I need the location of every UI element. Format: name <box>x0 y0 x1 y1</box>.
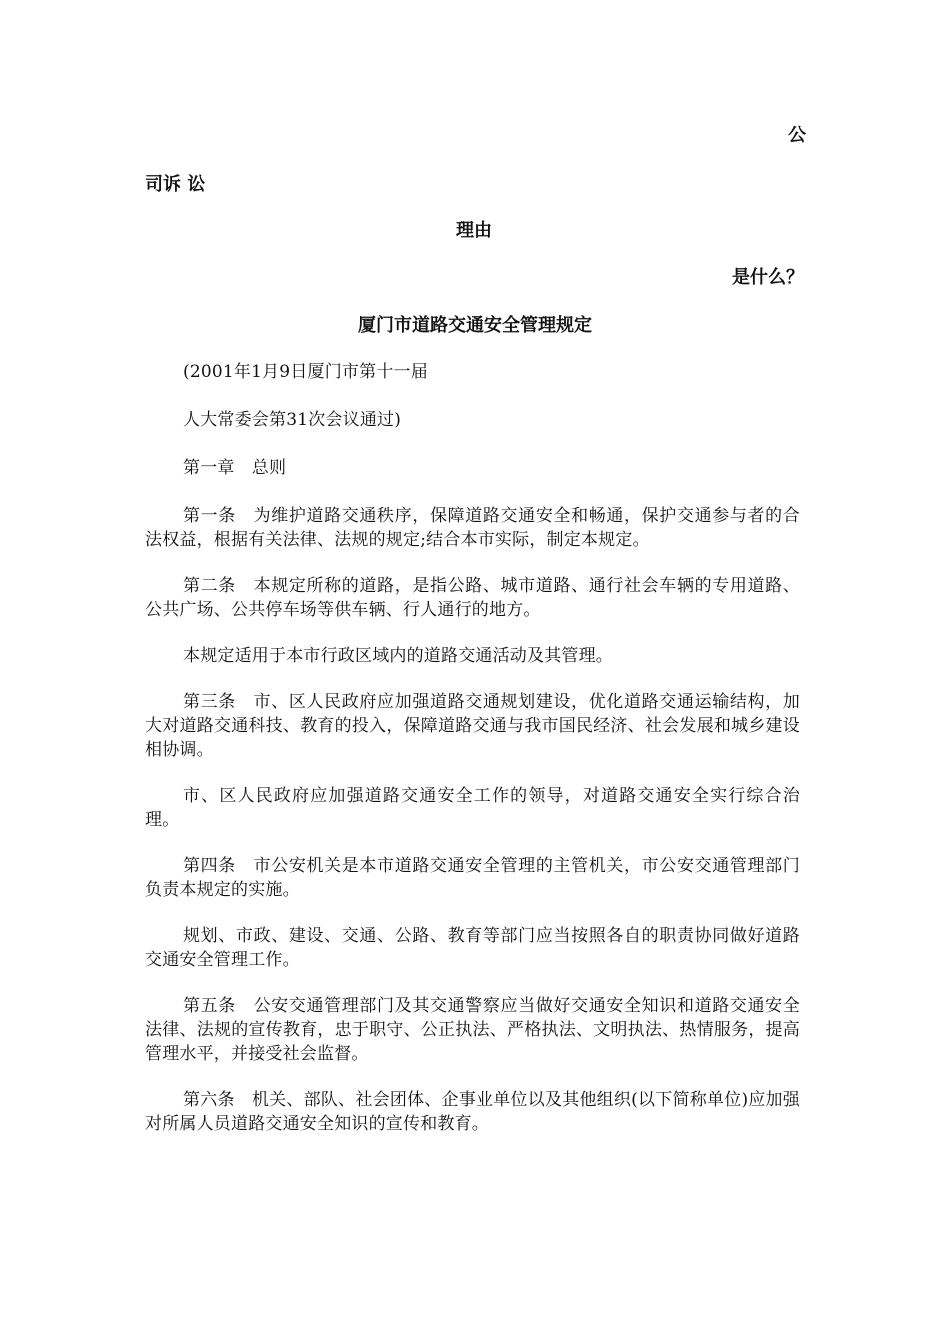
article-paragraph: 第六条 机关、部队、社会团体、企事业单位以及其他组织(以下简称单位)应加强对所属人员道路交通安全知识的宣传和教育。 <box>145 1090 800 1134</box>
heading-fragment-susong: 司诉 讼 <box>145 174 206 195</box>
adoption-note-line-2: 人大常委会第31次会议通过) <box>183 410 402 430</box>
chapter-heading: 第一章 总则 <box>183 458 287 478</box>
article-paragraph: 第二条 本规定所称的道路，是指公路、城市道路、通行社会车辆的专用道路、公共广场、公共停车场等供车辆、行人通行的地方。 <box>145 576 800 620</box>
article-paragraph: 市、区人民政府应加强道路交通安全工作的领导，对道路交通安全实行综合治理。 <box>145 786 800 830</box>
document-body <box>145 360 800 1158</box>
adoption-note-line-1: (2001年1月9日厦门市第十一届 <box>183 362 428 382</box>
article-paragraph: 第三条 市、区人民政府应加强道路交通规划建设，优化道路交通运输结构，加大对道路交通科技、教育的投入，保障道路交通与我市国民经济、社会发展和城乡建设相协调。 <box>145 692 800 760</box>
article-paragraph: 第五条 公安交通管理部门及其交通警察应当做好交通安全知识和道路交通安全法律、法规的宣传教育，忠于职守、公正执法、严格执法、文明执法、热情服务，提高管理水平，并接受社会监督。 <box>145 996 800 1064</box>
document-title: 厦门市道路交通安全管理规定 <box>358 315 592 336</box>
article-paragraph: 规划、市政、建设、交通、公路、教育等部门应当按照各自的职责协同做好道路交通安全管理工作。 <box>145 926 800 970</box>
heading-fragment-question: 是什么？ <box>732 267 804 288</box>
article-paragraph: 第一条 为维护道路交通秩序，保障道路交通安全和畅通，保护交通参与者的合法权益，根据有关法律、法规的规定;结合本市实际，制定本规定。 <box>145 506 800 550</box>
heading-fragment-liyou: 理由 <box>456 220 492 241</box>
article-paragraph: 本规定适用于本市行政区域内的道路交通活动及其管理。 <box>183 646 613 666</box>
article-paragraph: 第四条 市公安机关是本市道路交通安全管理的主管机关，市公安交通管理部门负责本规定的实施。 <box>145 856 800 900</box>
heading-fragment-gong: 公 <box>788 125 806 146</box>
